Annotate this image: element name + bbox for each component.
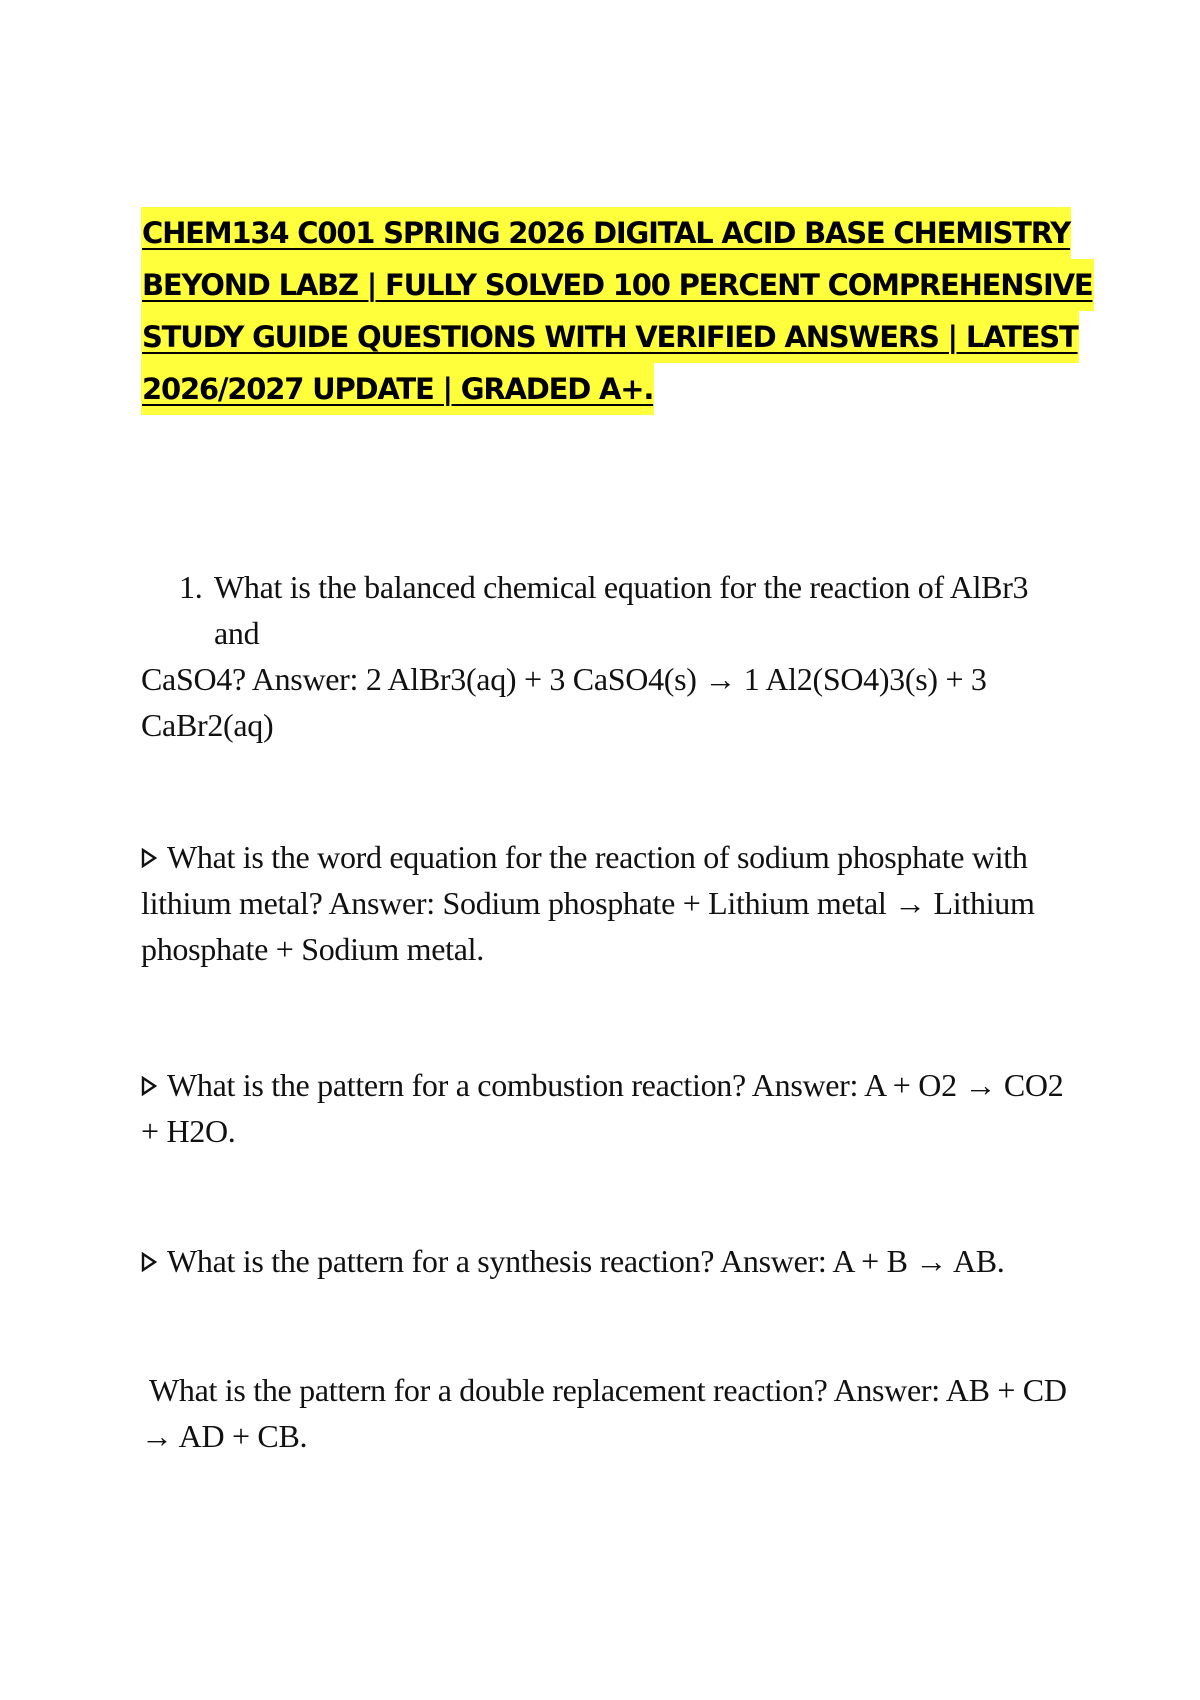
answer-text-cont: CaBr2(aq) (141, 707, 274, 743)
question-1 (141, 564, 1071, 748)
question-5 (141, 1367, 1071, 1459)
question-2 (141, 834, 1071, 972)
question-3 (141, 1062, 1071, 1154)
right-triangle-outline-icon (141, 1074, 157, 1098)
title-line-4: 2026/2027 UPDATE | GRADED A+. (141, 363, 654, 415)
title-line-3: STUDY GUIDE QUESTIONS WITH VERIFIED ANSWERS | LATEST (141, 311, 1079, 363)
document-title (141, 207, 1093, 415)
answer-text: CaSO4? Answer: 2 AlBr3(aq) + 3 CaSO4(s) → 1 Al2(SO4)3(s) + 3 (141, 661, 987, 697)
question-number: 1. (179, 569, 203, 605)
title-line-1: CHEM134 C001 SPRING 2026 DIGITAL ACID BASE CHEMISTRY (141, 207, 1071, 259)
answer-text: lithium metal? Answer: Sodium phosphate + Lithium metal → Lithium (141, 885, 1035, 921)
right-triangle-outline-icon (141, 1250, 157, 1274)
question-text-cont: and (214, 615, 260, 651)
question-4 (141, 1238, 1071, 1284)
title-line-2: BEYOND LABZ | FULLY SOLVED 100 PERCENT COMPREHENSIVE (141, 259, 1094, 311)
answer-text-cont: phosphate + Sodium metal. (141, 931, 484, 967)
question-text: What is the word equation for the reaction of sodium phosphate with (167, 839, 1028, 875)
right-triangle-outline-icon (141, 846, 157, 870)
question-text: What is the pattern for a synthesis reaction? Answer: A + B → AB. (167, 1243, 1005, 1279)
question-text: What is the pattern for a combustion reaction? Answer: A + O2 → CO2 (167, 1067, 1064, 1103)
question-text: What is the balanced chemical equation for the reaction of AlBr3 (214, 569, 1029, 605)
question-text: What is the pattern for a double replacement reaction? Answer: AB + CD (149, 1372, 1067, 1408)
answer-text-cont: → AD + CB. (141, 1418, 308, 1454)
answer-text-cont: + H2O. (141, 1113, 236, 1149)
